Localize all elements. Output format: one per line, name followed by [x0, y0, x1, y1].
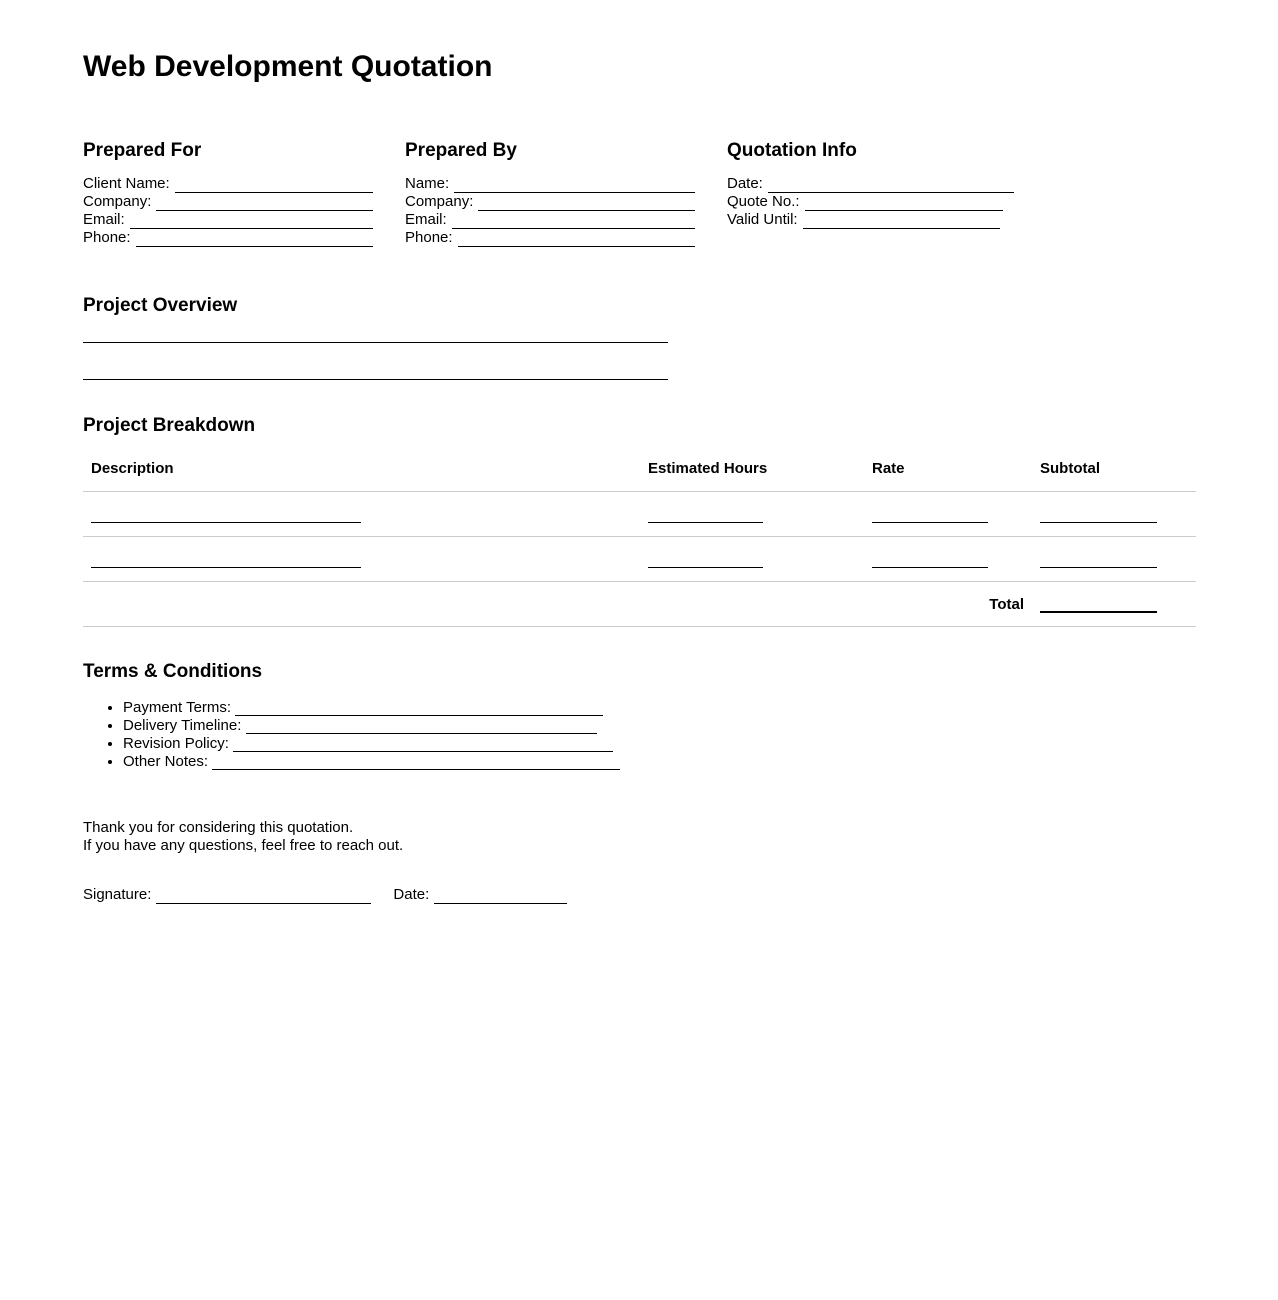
other-notes-blank-line — [212, 756, 620, 770]
rate-blank-line — [872, 554, 988, 568]
table-header-row — [83, 452, 1196, 492]
list-item — [123, 699, 1196, 717]
client-email-label: Email: — [83, 211, 125, 228]
quote-no-label: Quote No.: — [727, 193, 800, 210]
client-name-blank-line — [175, 191, 373, 193]
client-company-field — [83, 193, 373, 211]
client-name-field — [83, 175, 373, 193]
client-company-label: Company: — [83, 193, 152, 210]
client-email-field — [83, 211, 373, 229]
subtotal-cell — [1032, 492, 1196, 537]
date-label: Date: — [393, 886, 430, 903]
description-blank-line — [91, 509, 361, 523]
valid-until-field — [727, 211, 1196, 229]
project-overview-heading: Project Overview — [83, 295, 238, 316]
preparer-email-blank-line — [452, 227, 695, 229]
description-blank-line — [91, 554, 361, 568]
preparer-email-field — [405, 211, 695, 229]
preparer-company-label: Company: — [405, 193, 474, 210]
payment-terms-label: Payment Terms: — [123, 699, 232, 716]
empty-cell — [640, 582, 864, 627]
other-notes-label: Other Notes: — [123, 753, 209, 770]
revision-policy-label: Revision Policy: — [123, 735, 229, 752]
date-blank-line — [768, 191, 1014, 193]
closing-line-1: Thank you for considering this quotation. — [83, 819, 354, 836]
preparer-phone-label: Phone: — [405, 229, 453, 246]
total-cell — [1032, 582, 1196, 627]
signature-row — [83, 886, 1196, 904]
valid-until-label: Valid Until: — [727, 211, 798, 228]
preparer-company-blank-line — [478, 209, 695, 211]
table-row — [83, 537, 1196, 582]
preparer-company-field — [405, 193, 695, 211]
subtotal-column-header: Subtotal — [1032, 452, 1196, 492]
subtotal-blank-line — [1040, 554, 1157, 568]
date-label: Date: — [727, 175, 763, 192]
client-phone-label: Phone: — [83, 229, 131, 246]
estimated-hours-blank-line — [648, 554, 763, 568]
date-blank-line — [434, 902, 567, 904]
empty-cell — [83, 582, 640, 627]
preparer-phone-blank-line — [458, 245, 695, 247]
closing-line-2: If you have any questions, feel free to reach out. — [83, 837, 404, 854]
estimated-hours-blank-line — [648, 509, 763, 523]
prepared-for-heading: Prepared For — [83, 140, 202, 161]
project-overview-section — [83, 295, 1196, 380]
estimated-hours-cell — [640, 492, 864, 537]
subtotal-blank-line — [1040, 509, 1157, 523]
list-item — [123, 717, 1196, 735]
rate-cell — [864, 537, 1032, 582]
total-row — [83, 582, 1196, 627]
date-field — [727, 175, 1196, 193]
payment-terms-blank-line — [235, 702, 603, 716]
delivery-timeline-label: Delivery Timeline: — [123, 717, 242, 734]
signature-blank-line — [156, 902, 371, 904]
quote-no-field — [727, 193, 1196, 211]
terms-section — [83, 661, 1196, 771]
list-item — [123, 735, 1196, 753]
project-breakdown-section — [83, 415, 1196, 627]
closing-note — [83, 819, 1196, 855]
total-label: Total — [864, 582, 1032, 627]
prepared-by-heading: Prepared By — [405, 140, 517, 161]
page-title: Web Development Quotation — [83, 50, 493, 83]
total-blank-line — [1040, 599, 1157, 613]
description-cell — [83, 492, 640, 537]
subtotal-cell — [1032, 537, 1196, 582]
overview-blank-line — [83, 343, 668, 380]
description-cell — [83, 537, 640, 582]
client-phone-field — [83, 229, 373, 247]
estimated-hours-cell — [640, 537, 864, 582]
contact-section — [83, 140, 1196, 247]
preparer-name-field — [405, 175, 695, 193]
preparer-phone-field — [405, 229, 695, 247]
preparer-email-label: Email: — [405, 211, 447, 228]
client-name-label: Client Name: — [83, 175, 170, 192]
estimated-hours-column-header: Estimated Hours — [640, 452, 864, 492]
prepared-for-section — [83, 140, 373, 247]
project-breakdown-heading: Project Breakdown — [83, 415, 256, 436]
terms-heading: Terms & Conditions — [83, 661, 263, 682]
quotation-info-heading: Quotation Info — [727, 140, 857, 161]
client-email-blank-line — [130, 227, 373, 229]
table-row — [83, 492, 1196, 537]
client-phone-blank-line — [136, 245, 373, 247]
rate-cell — [864, 492, 1032, 537]
rate-blank-line — [872, 509, 988, 523]
preparer-name-blank-line — [454, 191, 695, 193]
valid-until-blank-line — [803, 227, 1000, 229]
overview-blank-line — [83, 317, 668, 343]
prepared-by-section — [405, 140, 695, 247]
list-item — [123, 753, 1196, 771]
breakdown-table — [83, 452, 1196, 627]
delivery-timeline-blank-line — [246, 720, 597, 734]
terms-list — [83, 699, 1196, 771]
rate-column-header: Rate — [864, 452, 1032, 492]
signature-label: Signature: — [83, 886, 152, 903]
quote-no-blank-line — [805, 209, 1003, 211]
description-column-header: Description — [83, 452, 640, 492]
revision-policy-blank-line — [233, 738, 613, 752]
quotation-info-section — [727, 140, 1196, 247]
client-company-blank-line — [156, 209, 373, 211]
preparer-name-label: Name: — [405, 175, 450, 192]
